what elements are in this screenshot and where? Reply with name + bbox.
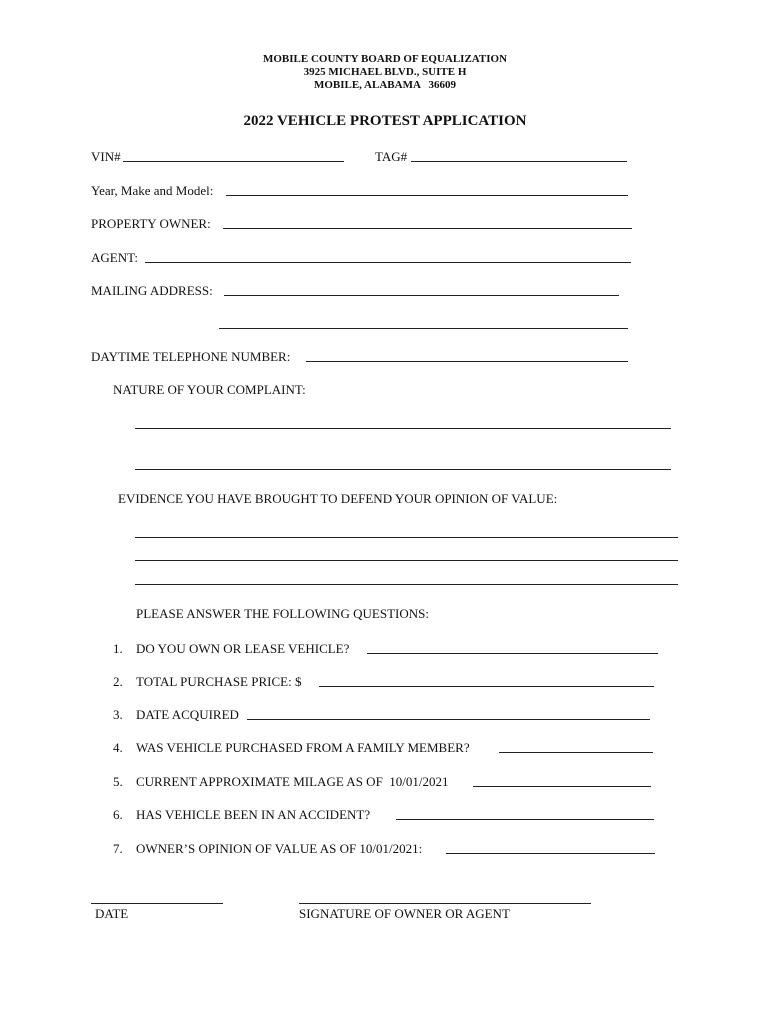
question-number: 6. <box>113 807 123 822</box>
property-owner-label: PROPERTY OWNER: <box>91 216 211 231</box>
year-make-model-field-line[interactable] <box>226 195 628 196</box>
mailing-address-second-line[interactable] <box>219 328 628 329</box>
signature-label: SIGNATURE OF OWNER OR AGENT <box>299 906 510 921</box>
question-purchase-price: TOTAL PURCHASE PRICE: $ <box>136 674 302 689</box>
date-label: DATE <box>95 906 129 921</box>
board-name: MOBILE COUNTY BOARD OF EQUALIZATION <box>262 53 508 65</box>
agent-label: AGENT: <box>91 250 139 265</box>
board-street-address: 3925 MICHAEL BLVD., SUITE H <box>303 66 467 78</box>
complaint-label: NATURE OF YOUR COMPLAINT: <box>113 382 306 397</box>
date-acquired-answer-line[interactable] <box>247 719 650 720</box>
year-make-model-label: Year, Make and Model: <box>91 183 214 198</box>
mailing-address-field-line[interactable] <box>224 295 619 296</box>
daytime-phone-label: DAYTIME TELEPHONE NUMBER: <box>91 349 291 364</box>
complaint-line-1[interactable] <box>135 428 671 429</box>
daytime-phone-field-line[interactable] <box>306 361 628 362</box>
mileage-answer-line[interactable] <box>473 786 651 787</box>
evidence-line-2[interactable] <box>135 560 678 561</box>
accident-answer-line[interactable] <box>396 819 654 820</box>
purchase-price-answer-line[interactable] <box>319 686 654 687</box>
question-number: 3. <box>113 707 123 722</box>
questions-intro: PLEASE ANSWER THE FOLLOWING QUESTIONS: <box>136 606 429 621</box>
date-signature-line[interactable] <box>91 903 223 904</box>
question-own-or-lease: DO YOU OWN OR LEASE VEHICLE? <box>136 641 350 656</box>
question-number: 1. <box>113 641 123 656</box>
evidence-line-1[interactable] <box>135 537 678 538</box>
tag-label: TAG# <box>375 149 408 164</box>
agent-field-line[interactable] <box>145 262 631 263</box>
question-number: 7. <box>113 841 123 856</box>
property-owner-field-line[interactable] <box>223 228 632 229</box>
form-title: 2022 VEHICLE PROTEST APPLICATION <box>243 113 527 129</box>
question-family-member: WAS VEHICLE PURCHASED FROM A FAMILY MEMBER? <box>136 740 470 755</box>
question-opinion-of-value: OWNER’S OPINION OF VALUE AS OF 10/01/2021: <box>136 841 423 856</box>
question-mileage: CURRENT APPROXIMATE MILAGE AS OF 10/01/2021 <box>136 774 449 789</box>
mailing-address-label: MAILING ADDRESS: <box>91 283 213 298</box>
question-number: 2. <box>113 674 123 689</box>
owner-agent-signature-line[interactable] <box>299 903 591 904</box>
opinion-of-value-answer-line[interactable] <box>446 853 655 854</box>
evidence-line-3[interactable] <box>135 584 678 585</box>
complaint-line-2[interactable] <box>135 469 671 470</box>
board-city-address: MOBILE, ALABAMA 36609 <box>313 79 457 91</box>
question-accident: HAS VEHICLE BEEN IN AN ACCIDENT? <box>136 807 371 822</box>
family-member-answer-line[interactable] <box>499 752 653 753</box>
own-or-lease-answer-line[interactable] <box>367 653 658 654</box>
vin-label: VIN# <box>91 149 121 164</box>
question-number: 5. <box>113 774 123 789</box>
evidence-label: EVIDENCE YOU HAVE BROUGHT TO DEFEND YOUR OPINION OF VALUE: <box>118 491 558 506</box>
vin-field-line[interactable] <box>123 161 344 162</box>
question-number: 4. <box>113 740 123 755</box>
tag-field-line[interactable] <box>411 161 627 162</box>
question-date-acquired: DATE ACQUIRED <box>136 707 239 722</box>
